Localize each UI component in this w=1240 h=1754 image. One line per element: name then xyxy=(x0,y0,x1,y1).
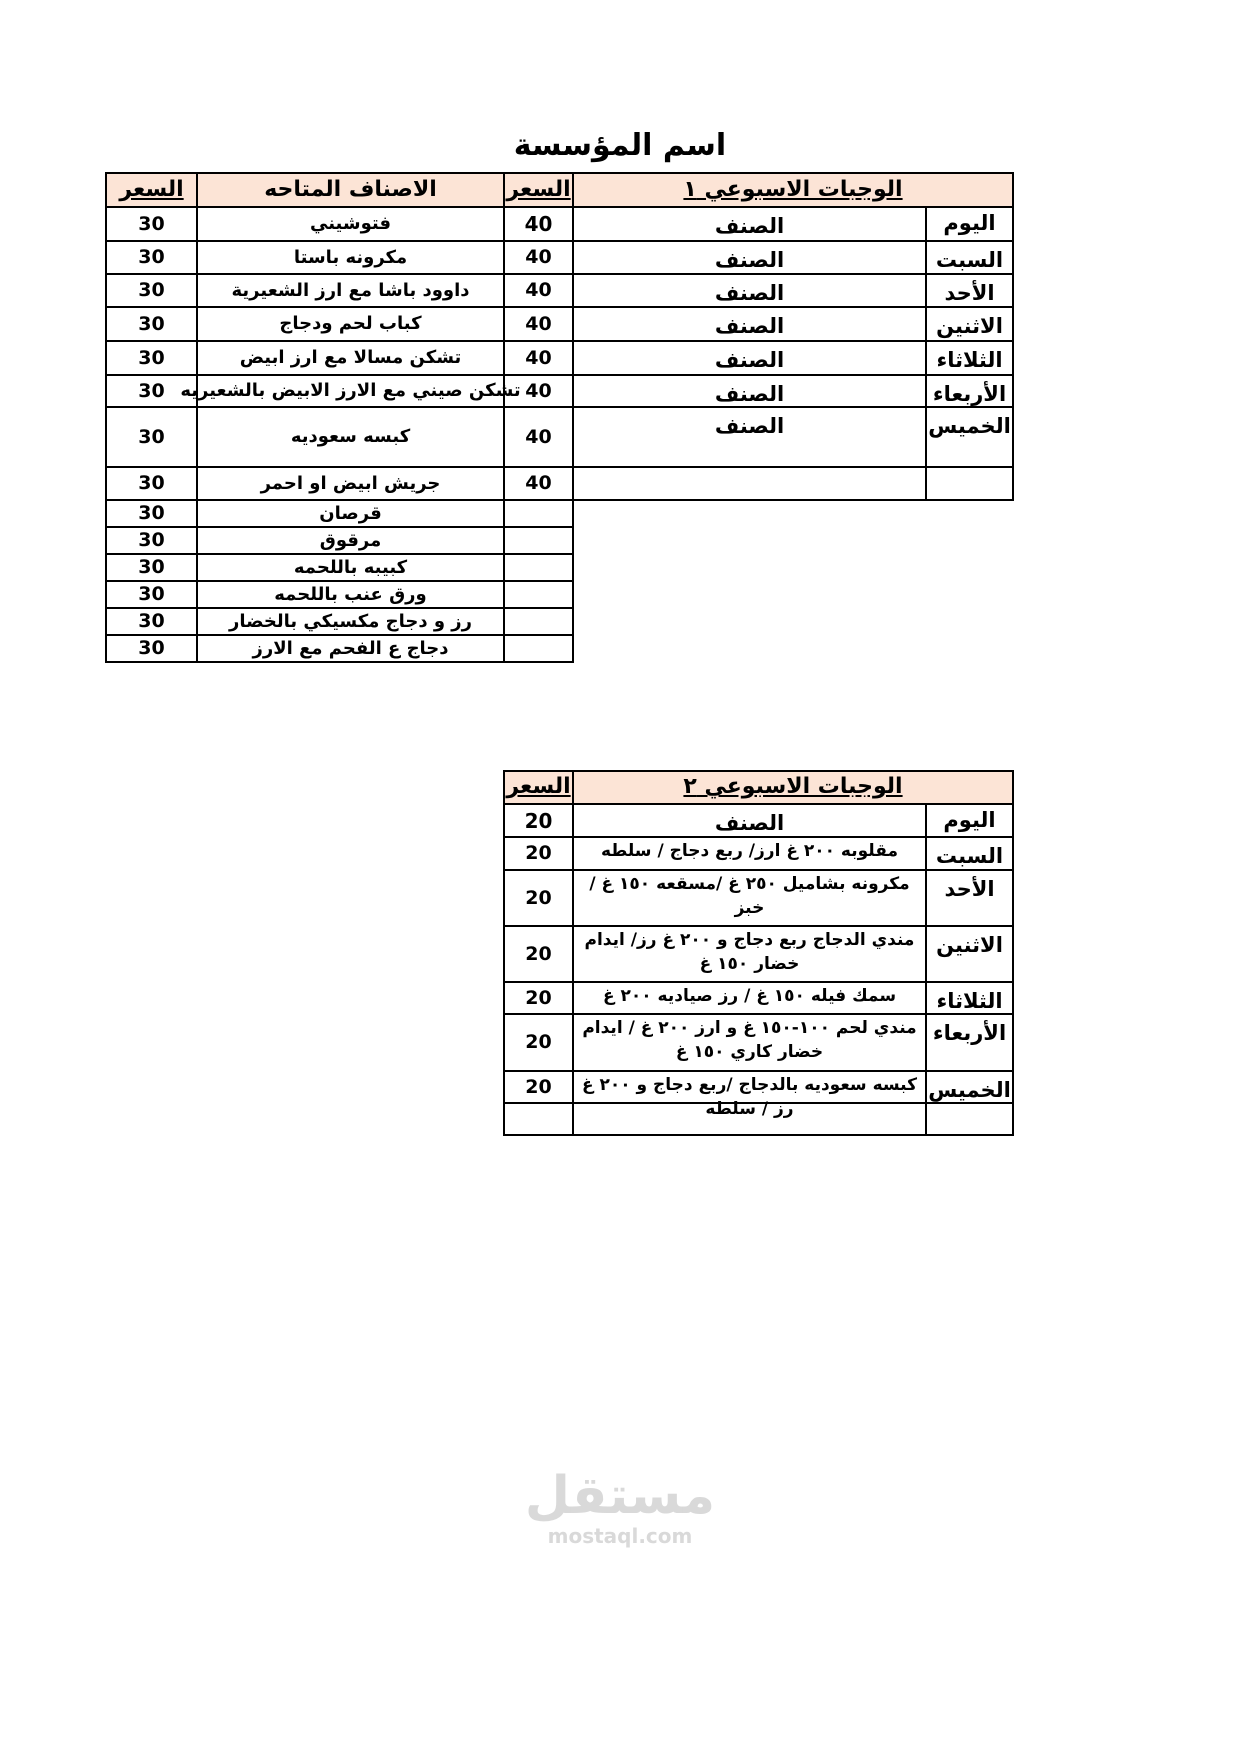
available-price-cell: 30 xyxy=(105,406,198,468)
available-price-cell: 30 xyxy=(105,466,198,501)
available-price-cell: 30 xyxy=(105,607,198,636)
available-item-name: جريش ابيض او احمر xyxy=(196,466,505,501)
available-item-name: كبيبه باللحمه xyxy=(196,553,505,582)
watermark-logo: مستقل xyxy=(524,1466,716,1526)
available-item-name: رز و دجاج مكسيكي بالخضار xyxy=(196,607,505,636)
week2-item-cell: سمك فيله ١٥٠ غ / رز صياديه ٢٠٠ غ xyxy=(572,981,927,1015)
week1-day-cell: الاثنين xyxy=(925,306,1014,342)
week1-empty-price-cell xyxy=(503,607,574,636)
week2-title: الوجبات الاسبوعي ٢ xyxy=(572,770,1014,805)
week2-item-cell xyxy=(572,1102,927,1136)
week2-item-cell: مكرونه بشاميل ٢٥٠ غ /مسقعه ١٥٠ غ /خبز xyxy=(572,869,927,927)
week2-item-cell: مقلوبه ٢٠٠ غ ارز/ ربع دجاج / سلطه xyxy=(572,836,927,871)
week1-item-cell: الصنف xyxy=(572,306,927,342)
available-price-cell: 30 xyxy=(105,206,198,242)
week2-price-cell: 20 xyxy=(503,925,574,983)
available-price-cell: 30 xyxy=(105,526,198,555)
week1-empty-price-cell xyxy=(503,553,574,582)
week2-price-cell: 20 xyxy=(503,836,574,871)
available-price-cell: 30 xyxy=(105,306,198,342)
week2-day-cell: الاثنين xyxy=(925,925,1014,983)
week2-day-cell: الأربعاء xyxy=(925,1013,1014,1072)
week1-day-cell: الخميس xyxy=(925,406,1014,468)
week1-item-cell: الصنف xyxy=(572,340,927,376)
available-price-cell: 30 xyxy=(105,553,198,582)
available-items-header: الاصناف المتاحه xyxy=(196,172,505,208)
available-item-name: كباب لحم ودجاج xyxy=(196,306,505,342)
available-item-name: تشكن مسالا مع ارز ابيض xyxy=(196,340,505,376)
week1-empty-price-cell xyxy=(503,499,574,528)
available-item-name: قرصان xyxy=(196,499,505,528)
week1-price-cell: 40 xyxy=(503,240,574,275)
week2-day-cell: الثلاثاء xyxy=(925,981,1014,1015)
week1-day-cell: الأربعاء xyxy=(925,374,1014,408)
available-price-cell: 30 xyxy=(105,499,198,528)
available-item-name: كبسه سعوديه xyxy=(196,406,505,468)
available-price-cell: 30 xyxy=(105,273,198,308)
week2-price-cell: 20 xyxy=(503,981,574,1015)
week1-item-cell: الصنف xyxy=(572,273,927,308)
week1-day-cell xyxy=(925,466,1014,501)
available-item-name: مرقوق xyxy=(196,526,505,555)
week1-day-cell: الأحد xyxy=(925,273,1014,308)
week2-day-cell: السبت xyxy=(925,836,1014,871)
week1-item-cell: الصنف xyxy=(572,406,927,468)
week1-day-cell: الثلاثاء xyxy=(925,340,1014,376)
watermark-site: mostaql.com xyxy=(547,1524,693,1548)
week2-day-cell xyxy=(925,1102,1014,1136)
available-price-header: السعر xyxy=(105,172,198,208)
week2-day-header: اليوم xyxy=(925,803,1014,838)
week2-day-cell: الخميس xyxy=(925,1070,1014,1104)
week2-price-header: السعر xyxy=(503,770,574,805)
available-item-name: ورق عنب باللحمه xyxy=(196,580,505,609)
week2-price-cell: 20 xyxy=(503,1013,574,1072)
week2-item-cell: كبسه سعوديه بالدجاج /ربع دجاج و ٢٠٠ غ رز / سلطه xyxy=(572,1070,927,1104)
available-item-name: تشكن صيني مع الارز الابيض بالشعيريه xyxy=(196,374,505,408)
week2-price-cell: 20 xyxy=(503,869,574,927)
available-item-name: داوود باشا مع ارز الشعيرية xyxy=(196,273,505,308)
week1-item-cell: الصنف xyxy=(572,374,927,408)
week2-price-cell: 20 xyxy=(503,1070,574,1104)
available-price-cell: 30 xyxy=(105,374,198,408)
available-price-cell: 30 xyxy=(105,340,198,376)
week1-empty-price-cell xyxy=(503,634,574,663)
available-price-cell: 30 xyxy=(105,580,198,609)
week1-empty-price-cell xyxy=(503,526,574,555)
available-price-cell: 30 xyxy=(105,240,198,275)
week1-price-cell: 40 xyxy=(503,374,574,408)
week1-empty-price-cell xyxy=(503,580,574,609)
page-title: اسم المؤسسة xyxy=(513,128,727,163)
week2-item-header: الصنف xyxy=(572,803,927,838)
week2-day-cell: الأحد xyxy=(925,869,1014,927)
available-item-name: دجاج ع الفحم مع الارز xyxy=(196,634,505,663)
available-price-cell: 30 xyxy=(105,634,198,663)
week2-header-price: 20 xyxy=(503,803,574,838)
week1-price-cell: 40 xyxy=(503,406,574,468)
week2-price-cell xyxy=(503,1102,574,1136)
week1-title: الوجبات الاسبوعي ١ xyxy=(572,172,1014,208)
week2-item-cell: مندي لحم ١٠٠-١٥٠ غ و ارز ٢٠٠ غ / ايدام خضار كاري ١٥٠ غ xyxy=(572,1013,927,1072)
week1-price-cell: 40 xyxy=(503,466,574,501)
week1-item-cell xyxy=(572,466,927,501)
week1-day-cell: السبت xyxy=(925,240,1014,275)
week1-item-cell: الصنف xyxy=(572,240,927,275)
available-item-name: مكرونه باستا xyxy=(196,240,505,275)
week1-header-price: 40 xyxy=(503,206,574,242)
week2-item-cell: مندي الدجاج ربع دجاج و ٢٠٠ غ رز/ ايدام خضار ١٥٠ غ xyxy=(572,925,927,983)
week1-price-cell: 40 xyxy=(503,306,574,342)
week1-price-header: السعر xyxy=(503,172,574,208)
week1-price-cell: 40 xyxy=(503,273,574,308)
week1-day-header: اليوم xyxy=(925,206,1014,242)
week1-price-cell: 40 xyxy=(503,340,574,376)
available-item-name: فتوشيني xyxy=(196,206,505,242)
week1-item-header: الصنف xyxy=(572,206,927,242)
